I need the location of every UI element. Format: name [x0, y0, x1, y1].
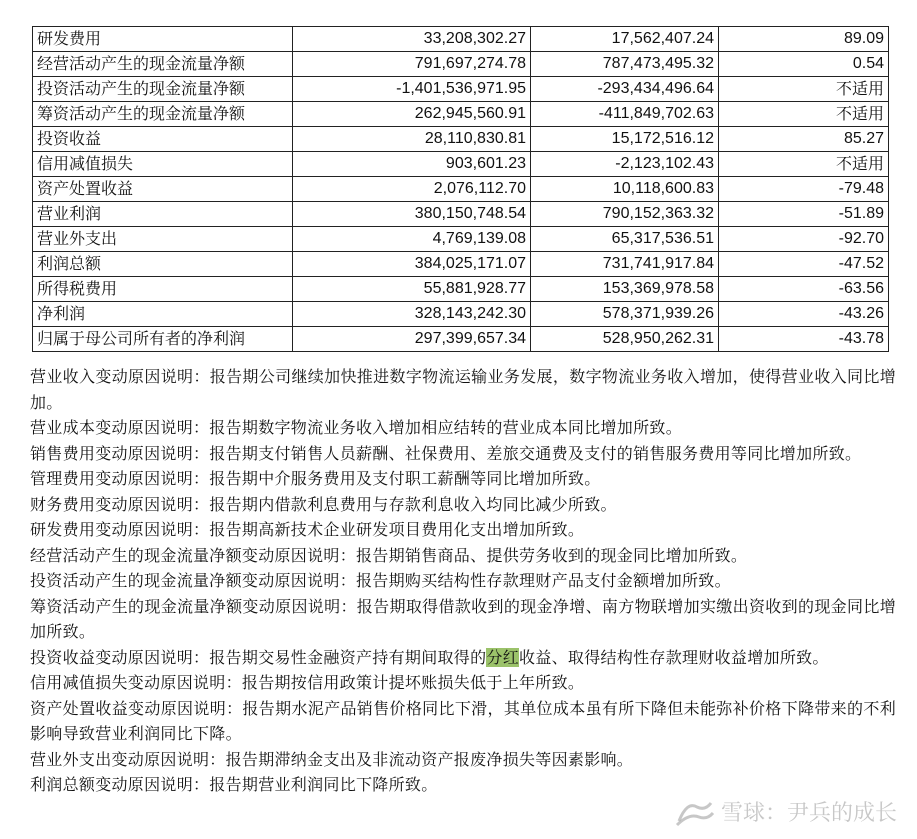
prior-period-value: 731,741,917.84 [531, 252, 719, 277]
prior-period-value: 153,369,978.58 [531, 277, 719, 302]
note-paragraph: 信用减值损失变动原因说明：报告期按信用政策计提坏账损失低于上年所致。 [30, 673, 585, 692]
current-period-value: 297,399,657.34 [293, 327, 531, 352]
row-label: 营业利润 [33, 202, 293, 227]
row-label: 筹资活动产生的现金流量净额 [33, 102, 293, 127]
table-row [33, 102, 889, 127]
note-paragraph: 资产处置收益变动原因说明：报告期水泥产品销售价格同比下滑，其单位成本虽有所下降但未能弥补价格下降带来的不利影响导致营业利润同比下降。 [30, 698, 896, 743]
current-period-value: -1,401,536,971.95 [293, 77, 531, 102]
note-paragraph: 营业收入变动原因说明：报告期公司继续加快推进数字物流运输业务发展，数字物流业务收入增加，使得营业收入同比增加。 [30, 367, 896, 412]
row-label: 经营活动产生的现金流量净额 [33, 52, 293, 77]
table-row [33, 277, 889, 302]
prior-period-value: 10,118,600.83 [531, 177, 719, 202]
prior-period-value: -293,434,496.64 [531, 77, 719, 102]
current-period-value: 791,697,274.78 [293, 52, 531, 77]
table-row [33, 327, 889, 352]
prior-period-value: -411,849,702.63 [531, 102, 719, 127]
change-ratio: -43.78 [719, 327, 889, 352]
watermark-text: 雪球：尹兵的成长 [720, 801, 897, 826]
note-text: 收益、取得结构性存款理财收益增加所致。 [519, 647, 829, 667]
current-period-value: 28,110,830.81 [293, 127, 531, 152]
change-ratio: 85.27 [719, 127, 889, 152]
table-row [33, 27, 889, 52]
note-paragraph: 营业成本变动原因说明：报告期数字物流业务收入增加相应结转的营业成本同比增加所致。 [30, 418, 683, 437]
note-paragraph [30, 645, 896, 671]
prior-period-value: 15,172,516.12 [531, 127, 719, 152]
note-paragraph: 利润总额变动原因说明：报告期营业利润同比下降所致。 [30, 775, 438, 794]
row-label: 信用减值损失 [33, 152, 293, 177]
current-period-value: 262,945,560.91 [293, 102, 531, 127]
row-label: 投资活动产生的现金流量净额 [33, 77, 293, 102]
change-ratio: -79.48 [719, 177, 889, 202]
prior-period-value: 17,562,407.24 [531, 27, 719, 52]
table-row [33, 152, 889, 177]
current-period-value: 55,881,928.77 [293, 277, 531, 302]
prior-period-value: 65,317,536.51 [531, 227, 719, 252]
change-ratio: -92.70 [719, 227, 889, 252]
prior-period-value: 790,152,363.32 [531, 202, 719, 227]
current-period-value: 384,025,171.07 [293, 252, 531, 277]
table-row [33, 127, 889, 152]
row-label: 归属于母公司所有者的净利润 [33, 327, 293, 352]
note-paragraph: 财务费用变动原因说明：报告期内借款利息费用与存款利息收入均同比减少所致。 [30, 494, 617, 514]
change-explanations [30, 364, 896, 798]
current-period-value: 2,076,112.70 [293, 177, 531, 202]
change-ratio: 不适用 [719, 77, 889, 102]
note-text: 投资收益变动原因说明：报告期交易性金融资产持有期间取得的 [30, 647, 487, 667]
change-ratio: 0.54 [719, 52, 889, 77]
row-label: 投资收益 [33, 127, 293, 152]
watermark [675, 796, 897, 827]
change-ratio: -51.89 [719, 202, 889, 227]
change-ratio: 不适用 [719, 152, 889, 177]
prior-period-value: 578,371,939.26 [531, 302, 719, 327]
note-paragraph: 筹资活动产生的现金流量净额变动原因说明：报告期取得借款收到的现金净增、南方物联增加实缴出资收到的现金同比增加所致。 [30, 596, 896, 641]
table-row [33, 177, 889, 202]
change-ratio: -47.52 [719, 252, 889, 277]
current-period-value: 380,150,748.54 [293, 202, 531, 227]
snowball-logo-icon [675, 797, 715, 827]
note-paragraph: 营业外支出变动原因说明：报告期滞纳金支出及非流动资产报废净损失等因素影响。 [30, 749, 634, 769]
note-paragraph: 经营活动产生的现金流量净额变动原因说明：报告期销售商品、提供劳务收到的现金同比增加所致。 [30, 545, 748, 565]
row-label: 研发费用 [33, 27, 293, 52]
change-ratio: -43.26 [719, 302, 889, 327]
note-paragraph: 销售费用变动原因说明：报告期支付销售人员薪酬、社保费用、差旅交通费及支付的销售服务费用等同比增加所致。 [30, 443, 862, 463]
change-ratio: 不适用 [719, 102, 889, 127]
current-period-value: 328,143,242.30 [293, 302, 531, 327]
table-row [33, 252, 889, 277]
prior-period-value: -2,123,102.43 [531, 152, 719, 177]
table-row [33, 202, 889, 227]
table-row [33, 302, 889, 327]
current-period-value: 4,769,139.08 [293, 227, 531, 252]
row-label: 利润总额 [33, 252, 293, 277]
row-label: 营业外支出 [33, 227, 293, 252]
row-label: 所得税费用 [33, 277, 293, 302]
table-row [33, 77, 889, 102]
row-label: 净利润 [33, 302, 293, 327]
current-period-value: 33,208,302.27 [293, 27, 531, 52]
change-ratio: -63.56 [719, 277, 889, 302]
note-paragraph: 研发费用变动原因说明：报告期高新技术企业研发项目费用化支出增加所致。 [30, 520, 585, 539]
change-ratio: 89.09 [719, 27, 889, 52]
row-label: 资产处置收益 [33, 177, 293, 202]
note-paragraph: 投资活动产生的现金流量净额变动原因说明：报告期购买结构性存款理财产品支付金额增加所致。 [30, 571, 731, 590]
note-paragraph: 管理费用变动原因说明：报告期中介服务费用及支付职工薪酬等同比增加所致。 [30, 469, 601, 488]
table-row [33, 52, 889, 77]
current-period-value: 903,601.23 [293, 152, 531, 177]
financial-table [32, 26, 889, 352]
table-row [33, 227, 889, 252]
prior-period-value: 528,950,262.31 [531, 327, 719, 352]
prior-period-value: 787,473,495.32 [531, 52, 719, 77]
highlighted-text: 分红 [486, 647, 520, 667]
